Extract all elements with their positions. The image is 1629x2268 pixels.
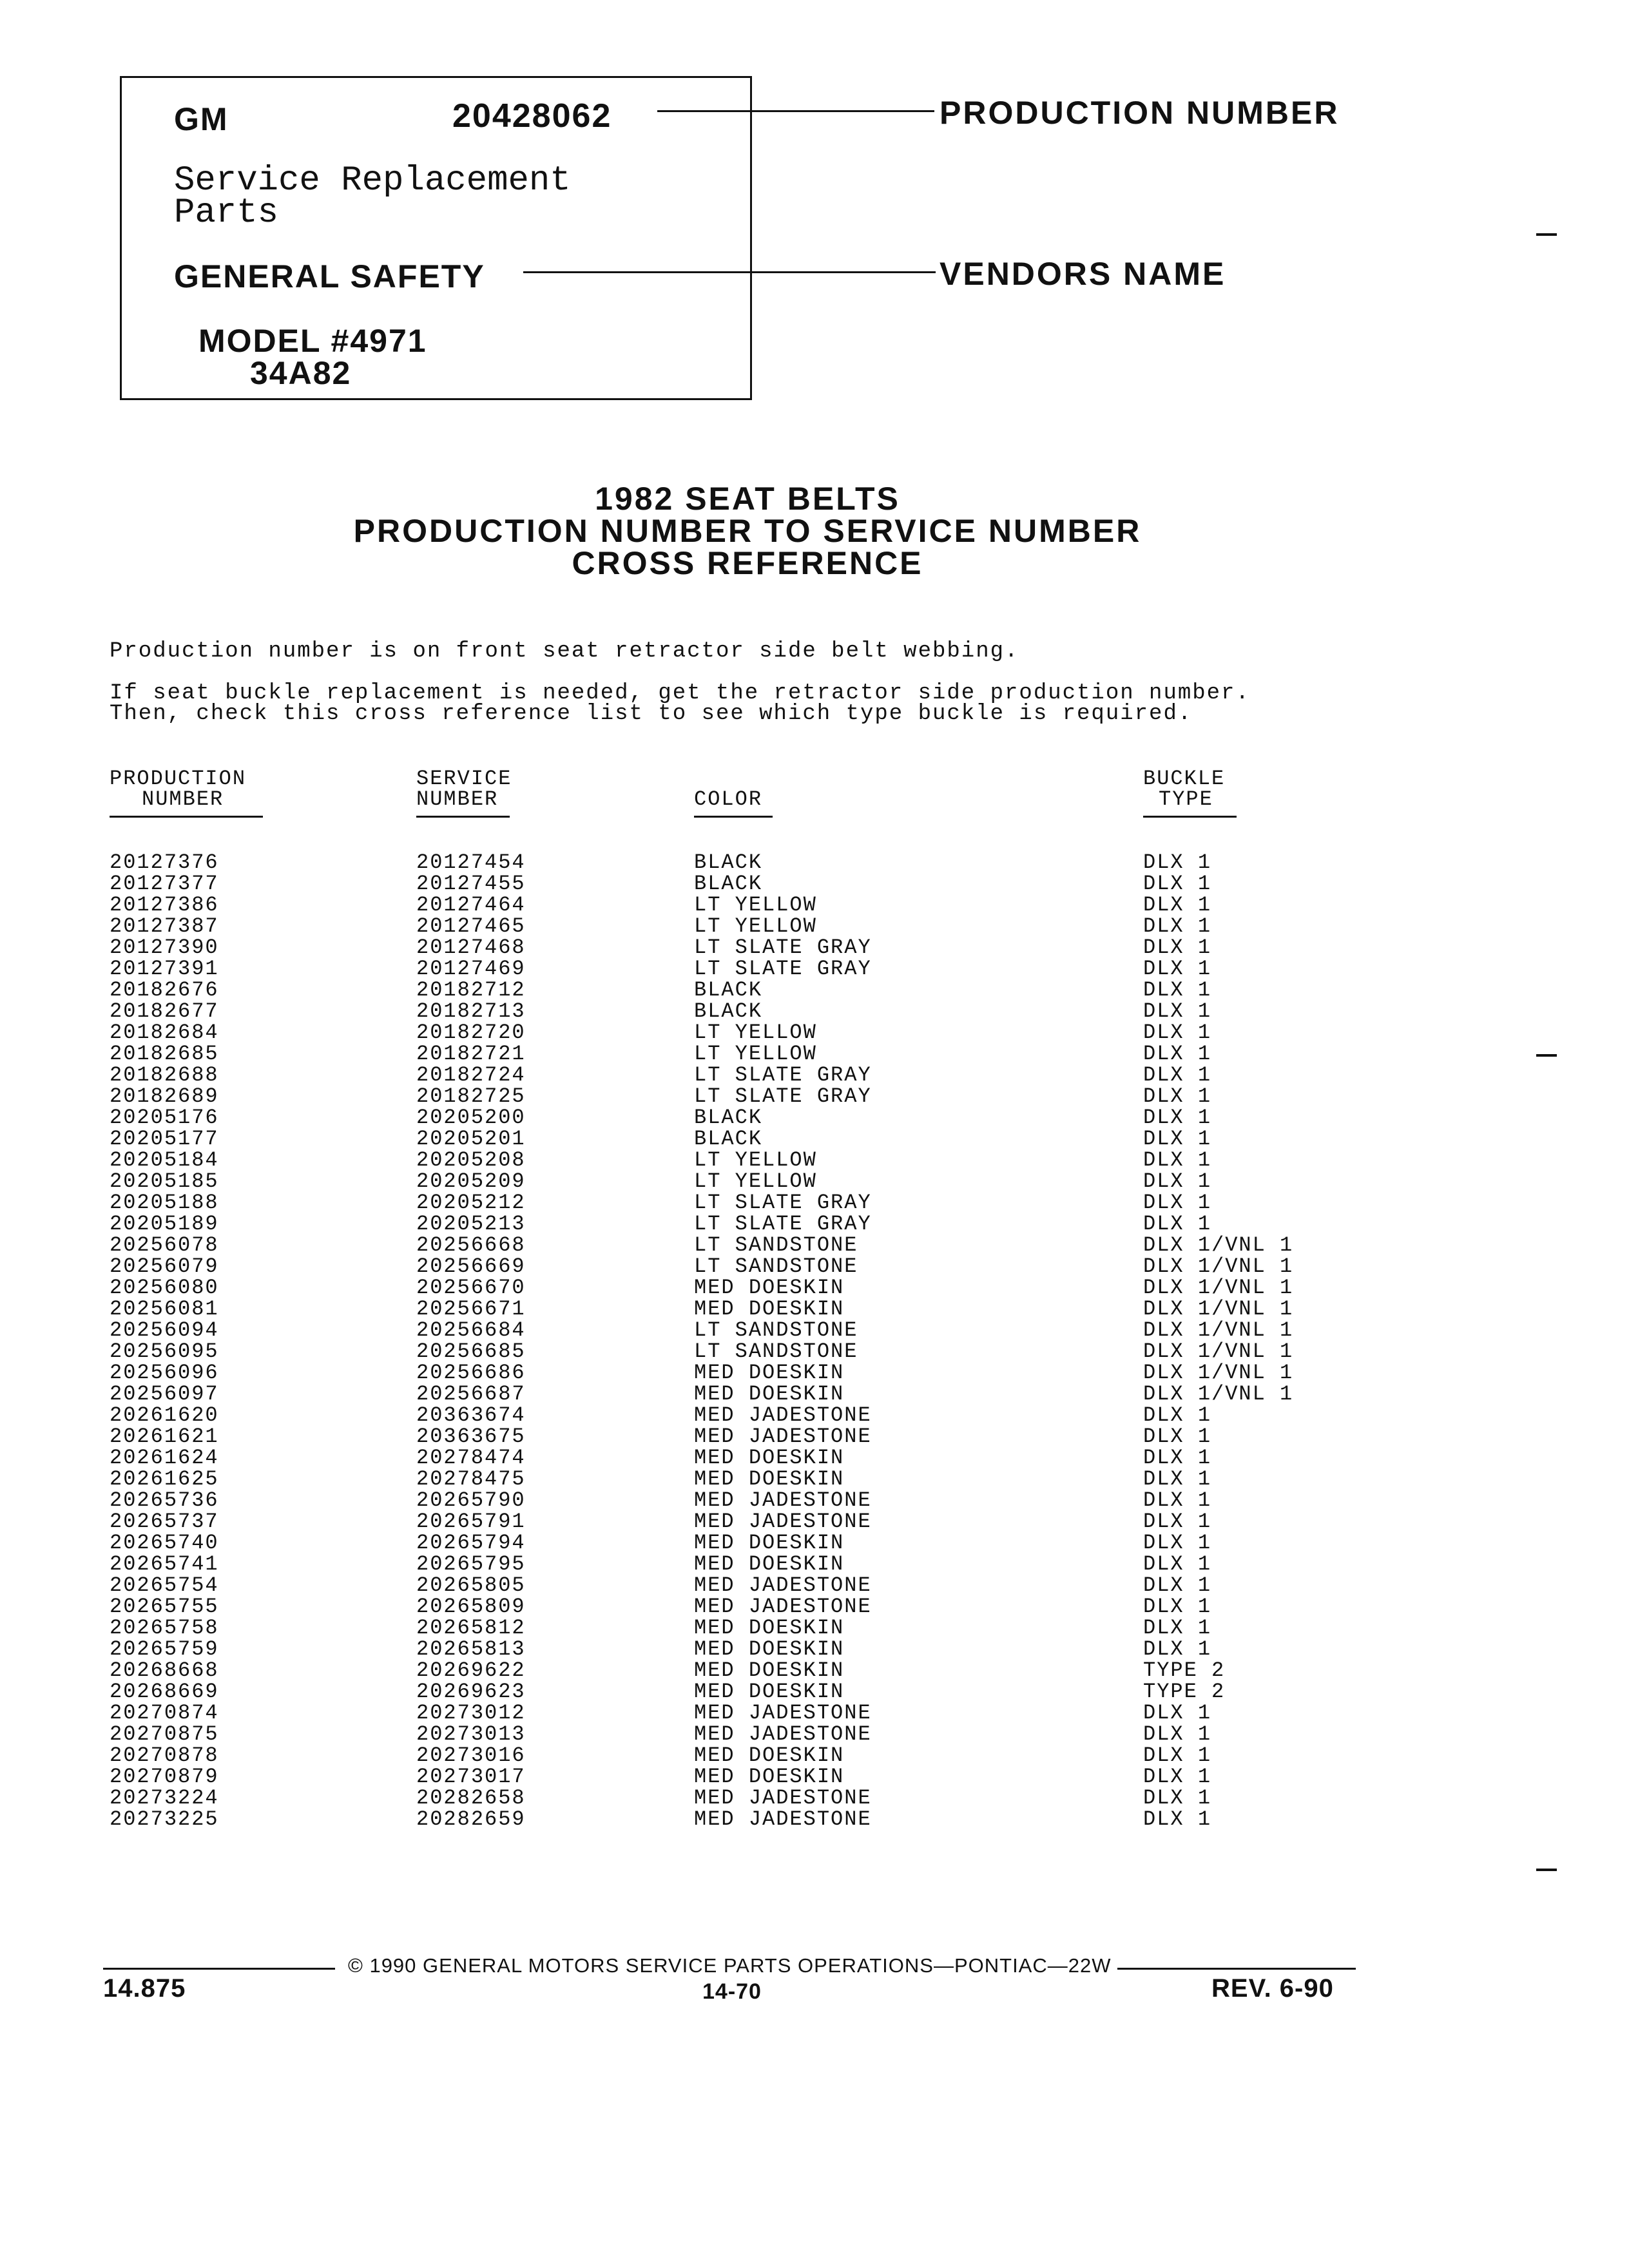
production-number-cell: 20205177 — [110, 1127, 219, 1151]
service-number-cell: 20256687 — [416, 1382, 526, 1406]
service-number-cell: 20265805 — [416, 1573, 526, 1597]
buckle-type-cell: DLX 1 — [1143, 1084, 1212, 1108]
buckle-type-cell: DLX 1 — [1143, 914, 1212, 938]
buckle-type-cell: TYPE 2 — [1143, 1680, 1226, 1704]
buckle-type-cell: DLX 1 — [1143, 1616, 1212, 1640]
production-number-cell: 20261625 — [110, 1467, 219, 1491]
color-cell: LT SLATE GRAY — [694, 1212, 872, 1236]
service-number-cell: 20265812 — [416, 1616, 526, 1640]
buckle-type-cell: DLX 1/VNL 1 — [1143, 1276, 1294, 1300]
production-number-cell: 20182688 — [110, 1063, 219, 1087]
production-number-cell: 20256097 — [110, 1382, 219, 1406]
footer-revision: REV. 6-90 — [1211, 1974, 1334, 2003]
color-cell: MED DOESKIN — [694, 1446, 845, 1470]
table-row — [110, 916, 1334, 937]
header-service-line2: NUMBER — [416, 787, 499, 811]
table-row — [110, 1660, 1334, 1681]
buckle-type-cell: DLX 1 — [1143, 1127, 1212, 1151]
buckle-type-cell: DLX 1 — [1143, 1722, 1212, 1746]
production-number-cell: 20265741 — [110, 1552, 219, 1576]
service-number-cell: 20363674 — [416, 1403, 526, 1427]
buckle-type-cell: DLX 1 — [1143, 850, 1212, 874]
footer-section-number: 14.875 — [103, 1974, 186, 2003]
table-row — [110, 1341, 1334, 1362]
color-cell: LT SLATE GRAY — [694, 1063, 872, 1087]
service-number-cell: 20182713 — [416, 999, 526, 1023]
table-row — [110, 1468, 1334, 1490]
color-cell: LT SANDSTONE — [694, 1233, 858, 1257]
production-number-cell: 20261624 — [110, 1446, 219, 1470]
buckle-type-cell: DLX 1 — [1143, 1148, 1212, 1172]
buckle-type-cell: DLX 1 — [1143, 1063, 1212, 1087]
color-cell: LT SANDSTONE — [694, 1318, 858, 1342]
buckle-type-cell: TYPE 2 — [1143, 1658, 1226, 1682]
footer-rule-right — [1117, 1968, 1356, 1970]
service-number-cell: 20265795 — [416, 1552, 526, 1576]
color-cell: BLACK — [694, 850, 763, 874]
table-row — [110, 1107, 1334, 1128]
color-cell: MED DOESKIN — [694, 1552, 845, 1576]
production-number-cell: 20256095 — [110, 1340, 219, 1363]
footer-copyright: © 1990 GENERAL MOTORS SERVICE PARTS OPERATIONS—PONTIAC—22W — [348, 1954, 1112, 1977]
production-number-cell: 20182677 — [110, 999, 219, 1023]
production-number-cell: 20261620 — [110, 1403, 219, 1427]
table-row — [110, 873, 1334, 894]
service-number-cell: 20256684 — [416, 1318, 526, 1342]
buckle-type-cell: DLX 1 — [1143, 1042, 1212, 1066]
buckle-type-cell: DLX 1 — [1143, 1488, 1212, 1512]
table-row — [110, 1405, 1334, 1426]
color-cell: MED DOESKIN — [694, 1361, 845, 1385]
color-cell: MED DOESKIN — [694, 1297, 845, 1321]
buckle-type-cell: DLX 1 — [1143, 1807, 1212, 1831]
buckle-type-cell: DLX 1 — [1143, 1169, 1212, 1193]
color-cell: MED DOESKIN — [694, 1658, 845, 1682]
table-row — [110, 1639, 1334, 1660]
buckle-type-cell: DLX 1 — [1143, 1021, 1212, 1044]
buckle-type-cell: DLX 1 — [1143, 1573, 1212, 1597]
service-number-cell: 20205213 — [416, 1212, 526, 1236]
color-cell: LT SLATE GRAY — [694, 1191, 872, 1215]
color-cell: MED JADESTONE — [694, 1807, 872, 1831]
color-cell: LT YELLOW — [694, 1042, 817, 1066]
header-rule-buckle — [1143, 816, 1237, 818]
table-row — [110, 1617, 1334, 1639]
page-title-line2: PRODUCTION NUMBER TO SERVICE NUMBER — [353, 513, 1142, 549]
table-row — [110, 1766, 1334, 1787]
color-cell: LT YELLOW — [694, 1169, 817, 1193]
service-number-cell: 20363675 — [416, 1425, 526, 1448]
table-row — [110, 1383, 1334, 1405]
production-number-cell: 20265754 — [110, 1573, 219, 1597]
service-number-cell: 20127468 — [416, 936, 526, 959]
service-number-cell: 20205201 — [416, 1127, 526, 1151]
buckle-type-cell: DLX 1 — [1143, 999, 1212, 1023]
table-row — [110, 1745, 1334, 1766]
production-number-cell: 20270875 — [110, 1722, 219, 1746]
production-number-cell: 20265758 — [110, 1616, 219, 1640]
header-production-number — [110, 769, 246, 810]
service-number-cell: 20265809 — [416, 1595, 526, 1619]
buckle-type-cell: DLX 1 — [1143, 1637, 1212, 1661]
service-number-cell: 20269623 — [416, 1680, 526, 1704]
table-row — [110, 1702, 1334, 1724]
table-row — [110, 1553, 1334, 1575]
production-number-cell: 20205188 — [110, 1191, 219, 1215]
label-model-line1: MODEL #4971 — [198, 323, 427, 359]
service-number-cell: 20256668 — [416, 1233, 526, 1257]
footer-page-number: 14-70 — [702, 1979, 762, 2004]
buckle-type-cell: DLX 1 — [1143, 1191, 1212, 1215]
table-row — [110, 1426, 1334, 1447]
table-row — [110, 1001, 1334, 1022]
table-row — [110, 1022, 1334, 1043]
service-number-cell: 20256685 — [416, 1340, 526, 1363]
color-cell: MED JADESTONE — [694, 1488, 872, 1512]
callout-production-number: PRODUCTION NUMBER — [940, 95, 1340, 131]
production-number-cell: 20261621 — [110, 1425, 219, 1448]
service-number-cell: 20127465 — [416, 914, 526, 938]
label-maker: GM — [174, 101, 229, 137]
service-number-cell: 20273012 — [416, 1701, 526, 1725]
header-color — [694, 789, 762, 810]
service-number-cell: 20282658 — [416, 1786, 526, 1810]
buckle-type-cell: DLX 1 — [1143, 1467, 1212, 1491]
intro-line1: Production number is on front seat retractor side belt webbing. — [110, 639, 1019, 664]
color-cell: LT SANDSTONE — [694, 1340, 858, 1363]
production-number-cell: 20127387 — [110, 914, 219, 938]
table-row — [110, 1043, 1334, 1064]
service-number-cell: 20127469 — [416, 957, 526, 981]
service-number-cell: 20182712 — [416, 978, 526, 1002]
production-number-cell: 20182684 — [110, 1021, 219, 1044]
color-cell: MED JADESTONE — [694, 1403, 872, 1427]
production-number-cell: 20273225 — [110, 1807, 219, 1831]
buckle-type-cell: DLX 1 — [1143, 936, 1212, 959]
table-row — [110, 1362, 1334, 1383]
table-row — [110, 1575, 1334, 1596]
production-number-cell: 20205189 — [110, 1212, 219, 1236]
buckle-type-cell: DLX 1 — [1143, 1446, 1212, 1470]
color-cell: LT YELLOW — [694, 1148, 817, 1172]
color-cell: LT SLATE GRAY — [694, 1084, 872, 1108]
production-number-cell: 20182676 — [110, 978, 219, 1002]
color-cell: MED DOESKIN — [694, 1531, 845, 1555]
production-number-cell: 20256096 — [110, 1361, 219, 1385]
color-cell: MED DOESKIN — [694, 1276, 845, 1300]
callout-vendors-name: VENDORS NAME — [940, 256, 1226, 292]
service-number-cell: 20205208 — [416, 1148, 526, 1172]
color-cell: MED DOESKIN — [694, 1616, 845, 1640]
header-buckle-line2: TYPE — [1159, 787, 1213, 811]
table-row — [110, 1787, 1334, 1809]
buckle-type-cell: DLX 1/VNL 1 — [1143, 1340, 1294, 1363]
table-row — [110, 979, 1334, 1001]
table-row — [110, 1149, 1334, 1171]
header-production-line1: PRODUCTION — [110, 767, 247, 791]
color-cell: MED JADESTONE — [694, 1425, 872, 1448]
production-number-cell: 20268669 — [110, 1680, 219, 1704]
table-row — [110, 1490, 1334, 1511]
header-color-label: COLOR — [694, 787, 763, 811]
header-rule-color — [694, 816, 773, 818]
color-cell: LT YELLOW — [694, 1021, 817, 1044]
service-number-cell: 20256670 — [416, 1276, 526, 1300]
table-row — [110, 937, 1334, 958]
production-number-cell: 20127376 — [110, 850, 219, 874]
service-number-cell: 20269622 — [416, 1658, 526, 1682]
buckle-type-cell: DLX 1 — [1143, 1425, 1212, 1448]
production-number-cell: 20268668 — [110, 1658, 219, 1682]
production-number-cell: 20273224 — [110, 1786, 219, 1810]
color-cell: MED DOESKIN — [694, 1744, 845, 1767]
buckle-type-cell: DLX 1 — [1143, 1744, 1212, 1767]
table-row — [110, 1256, 1334, 1277]
footer-rule-left — [103, 1968, 335, 1970]
service-number-cell: 20127464 — [416, 893, 526, 917]
production-number-cell: 20205184 — [110, 1148, 219, 1172]
label-production-number: 20428062 — [452, 97, 612, 135]
color-cell: MED JADESTONE — [694, 1722, 872, 1746]
production-number-cell: 20205185 — [110, 1169, 219, 1193]
service-number-cell: 20273013 — [416, 1722, 526, 1746]
table-row — [110, 894, 1334, 916]
buckle-type-cell: DLX 1 — [1143, 1595, 1212, 1619]
service-number-cell: 20256686 — [416, 1361, 526, 1385]
production-number-cell: 20127391 — [110, 957, 219, 981]
table-row — [110, 1192, 1334, 1213]
production-number-cell: 20265740 — [110, 1531, 219, 1555]
margin-tick — [1536, 1054, 1557, 1057]
production-number-cell: 20265736 — [110, 1488, 219, 1512]
page-title-line1: 1982 SEAT BELTS — [595, 481, 900, 517]
production-number-cell: 20256094 — [110, 1318, 219, 1342]
production-number-leader — [657, 110, 934, 112]
table-row — [110, 1213, 1334, 1235]
production-number-cell: 20256081 — [110, 1297, 219, 1321]
service-number-cell: 20273017 — [416, 1765, 526, 1789]
service-number-cell: 20182724 — [416, 1063, 526, 1087]
color-cell: LT YELLOW — [694, 914, 817, 938]
service-number-cell: 20256669 — [416, 1254, 526, 1278]
color-cell: BLACK — [694, 978, 763, 1002]
table-row — [110, 1596, 1334, 1617]
intro-line3: Then, check this cross reference list to see which type buckle is required. — [110, 702, 1193, 726]
buckle-type-cell: DLX 1/VNL 1 — [1143, 1233, 1294, 1257]
intro-line2: If seat buckle replacement is needed, get the retractor side production number. — [110, 681, 1250, 706]
label-description-line1: Service Replacement — [174, 161, 571, 200]
production-number-cell: 20182689 — [110, 1084, 219, 1108]
table-row — [110, 1128, 1334, 1149]
production-number-cell: 20256078 — [110, 1233, 219, 1257]
service-number-cell: 20265813 — [416, 1637, 526, 1661]
header-rule-service — [416, 816, 510, 818]
label-vendor: GENERAL SAFETY — [174, 258, 485, 294]
service-number-cell: 20265791 — [416, 1510, 526, 1533]
table-row — [110, 1298, 1334, 1320]
service-number-cell: 20182721 — [416, 1042, 526, 1066]
service-number-cell: 20278475 — [416, 1467, 526, 1491]
table-row — [110, 1809, 1334, 1830]
service-number-cell: 20256671 — [416, 1297, 526, 1321]
color-cell: LT SANDSTONE — [694, 1254, 858, 1278]
buckle-type-cell: DLX 1 — [1143, 1212, 1212, 1236]
production-number-cell: 20270879 — [110, 1765, 219, 1789]
service-number-cell: 20127455 — [416, 872, 526, 896]
buckle-type-cell: DLX 1/VNL 1 — [1143, 1297, 1294, 1321]
label-model-line2: 34A82 — [250, 355, 352, 391]
buckle-type-cell: DLX 1 — [1143, 1403, 1212, 1427]
cross-reference-table — [110, 852, 1334, 1830]
color-cell: LT SLATE GRAY — [694, 957, 872, 981]
production-number-cell: 20265755 — [110, 1595, 219, 1619]
header-buckle-line1: BUCKLE — [1143, 767, 1226, 791]
service-number-cell: 20282659 — [416, 1807, 526, 1831]
service-number-cell: 20205212 — [416, 1191, 526, 1215]
production-number-cell: 20127390 — [110, 936, 219, 959]
color-cell: MED DOESKIN — [694, 1637, 845, 1661]
service-number-cell: 20265790 — [416, 1488, 526, 1512]
buckle-type-cell: DLX 1 — [1143, 1531, 1212, 1555]
production-number-cell: 20127377 — [110, 872, 219, 896]
production-number-cell: 20182685 — [110, 1042, 219, 1066]
table-row — [110, 852, 1334, 873]
table-row — [110, 1532, 1334, 1553]
color-cell: MED JADESTONE — [694, 1595, 872, 1619]
margin-tick — [1536, 233, 1557, 236]
production-number-cell: 20127386 — [110, 893, 219, 917]
table-row — [110, 1277, 1334, 1298]
buckle-type-cell: DLX 1 — [1143, 872, 1212, 896]
color-cell: MED JADESTONE — [694, 1573, 872, 1597]
header-production-line2: NUMBER — [142, 787, 224, 811]
color-cell: MED JADESTONE — [694, 1701, 872, 1725]
service-number-cell: 20127454 — [416, 850, 526, 874]
header-service-line1: SERVICE — [416, 767, 512, 791]
color-cell: BLACK — [694, 1127, 763, 1151]
production-number-cell: 20270874 — [110, 1701, 219, 1725]
buckle-type-cell: DLX 1 — [1143, 1510, 1212, 1533]
buckle-type-cell: DLX 1 — [1143, 978, 1212, 1002]
service-number-cell: 20278474 — [416, 1446, 526, 1470]
service-number-cell: 20273016 — [416, 1744, 526, 1767]
color-cell: LT SLATE GRAY — [694, 936, 872, 959]
table-row — [110, 1171, 1334, 1192]
buckle-type-cell: DLX 1/VNL 1 — [1143, 1361, 1294, 1385]
production-number-cell: 20265759 — [110, 1637, 219, 1661]
buckle-type-cell: DLX 1/VNL 1 — [1143, 1318, 1294, 1342]
production-number-cell: 20265737 — [110, 1510, 219, 1533]
buckle-type-cell: DLX 1 — [1143, 1765, 1212, 1789]
table-row — [110, 1235, 1334, 1256]
buckle-type-cell: DLX 1 — [1143, 1106, 1212, 1129]
table-row — [110, 1320, 1334, 1341]
color-cell: MED DOESKIN — [694, 1680, 845, 1704]
table-row — [110, 1724, 1334, 1745]
margin-tick — [1536, 1869, 1557, 1871]
production-number-cell: 20256080 — [110, 1276, 219, 1300]
buckle-type-cell: DLX 1/VNL 1 — [1143, 1254, 1294, 1278]
service-number-cell: 20205200 — [416, 1106, 526, 1129]
color-cell: BLACK — [694, 872, 763, 896]
color-cell: LT YELLOW — [694, 893, 817, 917]
service-number-cell: 20182725 — [416, 1084, 526, 1108]
color-cell: MED JADESTONE — [694, 1510, 872, 1533]
buckle-type-cell: DLX 1 — [1143, 1701, 1212, 1725]
header-rule-production — [110, 816, 263, 818]
color-cell: MED JADESTONE — [694, 1786, 872, 1810]
vendors-name-leader — [523, 271, 936, 273]
buckle-type-cell: DLX 1/VNL 1 — [1143, 1382, 1294, 1406]
production-number-cell: 20256079 — [110, 1254, 219, 1278]
header-service-number — [416, 769, 512, 810]
buckle-type-cell: DLX 1 — [1143, 893, 1212, 917]
header-buckle-type — [1143, 769, 1225, 810]
color-cell: MED DOESKIN — [694, 1467, 845, 1491]
color-cell: BLACK — [694, 1106, 763, 1129]
service-number-cell: 20205209 — [416, 1169, 526, 1193]
page-title-line3: CROSS REFERENCE — [572, 545, 923, 581]
color-cell: BLACK — [694, 999, 763, 1023]
table-row — [110, 1511, 1334, 1532]
table-row — [110, 1447, 1334, 1468]
table-row — [110, 1681, 1334, 1702]
buckle-type-cell: DLX 1 — [1143, 957, 1212, 981]
table-row — [110, 1086, 1334, 1107]
production-number-cell: 20270878 — [110, 1744, 219, 1767]
service-number-cell: 20182720 — [416, 1021, 526, 1044]
color-cell: MED DOESKIN — [694, 1765, 845, 1789]
table-row — [110, 958, 1334, 979]
label-description-line2: Parts — [174, 193, 279, 233]
production-number-cell: 20205176 — [110, 1106, 219, 1129]
table-row — [110, 1064, 1334, 1086]
service-number-cell: 20265794 — [416, 1531, 526, 1555]
buckle-type-cell: DLX 1 — [1143, 1552, 1212, 1576]
buckle-type-cell: DLX 1 — [1143, 1786, 1212, 1810]
color-cell: MED DOESKIN — [694, 1382, 845, 1406]
